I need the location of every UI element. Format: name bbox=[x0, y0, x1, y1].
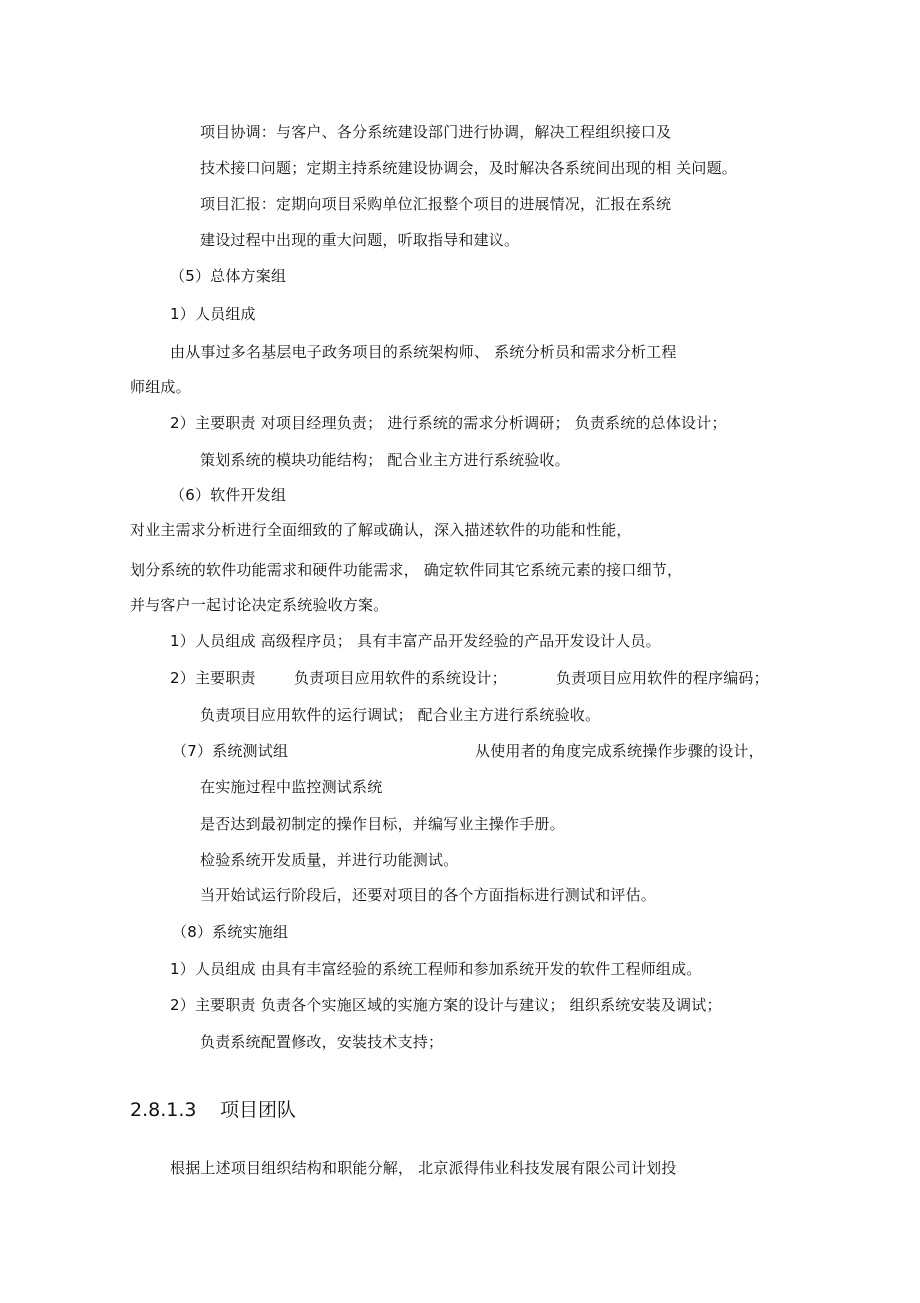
paragraph-line: 负责系统配置修改，安装技术支持； bbox=[200, 1033, 444, 1051]
list-item-text: 负责项目应用软件的系统设计； bbox=[294, 669, 507, 687]
paragraph-line: 对业主需求分析进行全面细致的了解或确认，深入描述软件的功能和性能， bbox=[130, 521, 632, 539]
group-heading-8: （8）系统实施组 bbox=[172, 923, 289, 941]
paragraph-line: 检验系统开发质量，并进行功能测试。 bbox=[200, 851, 459, 869]
list-item: 1）人员组成 高级程序员； 具有丰富产品开发经验的产品开发设计人员。 bbox=[170, 632, 661, 650]
list-item: 1）人员组成 bbox=[170, 305, 256, 323]
list-item: 2）主要职责 对项目经理负责； 进行系统的需求分析调研； 负责系统的总体设计； bbox=[170, 414, 727, 432]
paragraph-line: 当开始试运行阶段后，还要对项目的各个方面指标进行测试和评估。 bbox=[200, 886, 657, 904]
list-item-text: 负责项目应用软件的程序编码； bbox=[556, 669, 769, 687]
paragraph-line: 由从事过多名基层电子政务项目的系统架构师、 系统分析员和需求分析工程 bbox=[170, 343, 677, 361]
paragraph-line: 负责项目应用软件的运行调试； 配合业主方进行系统验收。 bbox=[200, 706, 601, 724]
paragraph-line: 师组成。 bbox=[130, 378, 191, 396]
group-heading-label: （7）系统测试组 bbox=[172, 742, 289, 760]
paragraph-line: 建设过程中出现的重大问题，听取指导和建议。 bbox=[200, 231, 520, 249]
section-title: 项目团队 bbox=[220, 1099, 297, 1121]
paragraph-line: 项目协调：与客户、各分系统建设部门进行协调，解决工程组织接口及 bbox=[200, 123, 672, 141]
paragraph-line: 策划系统的模块功能结构； 配合业主方进行系统验收。 bbox=[200, 451, 570, 469]
paragraph-line: 并与客户一起讨论决定系统验收方案。 bbox=[130, 596, 389, 614]
paragraph-line: 技术接口问题；定期主持系统建设协调会，及时解决各系统间出现的相 关问题。 bbox=[200, 159, 737, 177]
paragraph-line: 是否达到最初制定的操作目标，并编写业主操作手册。 bbox=[200, 815, 565, 833]
paragraph-line: 根据上述项目组织结构和职能分解， 北京派得伟业科技发展有限公司计划投 bbox=[170, 1159, 677, 1177]
list-item: 1）人员组成 由具有丰富经验的系统工程师和参加系统开发的软件工程师组成。 bbox=[170, 960, 702, 978]
list-item-label: 2）主要职责 bbox=[170, 669, 256, 687]
paragraph-line: 项目汇报：定期向项目采购单位汇报整个项目的进展情况，汇报在系统 bbox=[200, 195, 672, 213]
group-heading-5: （5）总体方案组 bbox=[170, 267, 287, 285]
section-number: 2.8.1.3 bbox=[130, 1099, 197, 1121]
paragraph-line: 在实施过程中监控测试系统 bbox=[200, 778, 383, 796]
group-heading-6: （6）软件开发组 bbox=[170, 486, 287, 504]
list-item: 2）主要职责 负责各个实施区域的实施方案的设计与建议； 组织系统安装及调试； bbox=[170, 996, 722, 1014]
paragraph-text: 从使用者的角度完成系统操作步骤的设计， bbox=[475, 742, 764, 760]
paragraph-line: 划分系统的软件功能需求和硬件功能需求， 确定软件同其它系统元素的接口细节， bbox=[130, 561, 683, 579]
